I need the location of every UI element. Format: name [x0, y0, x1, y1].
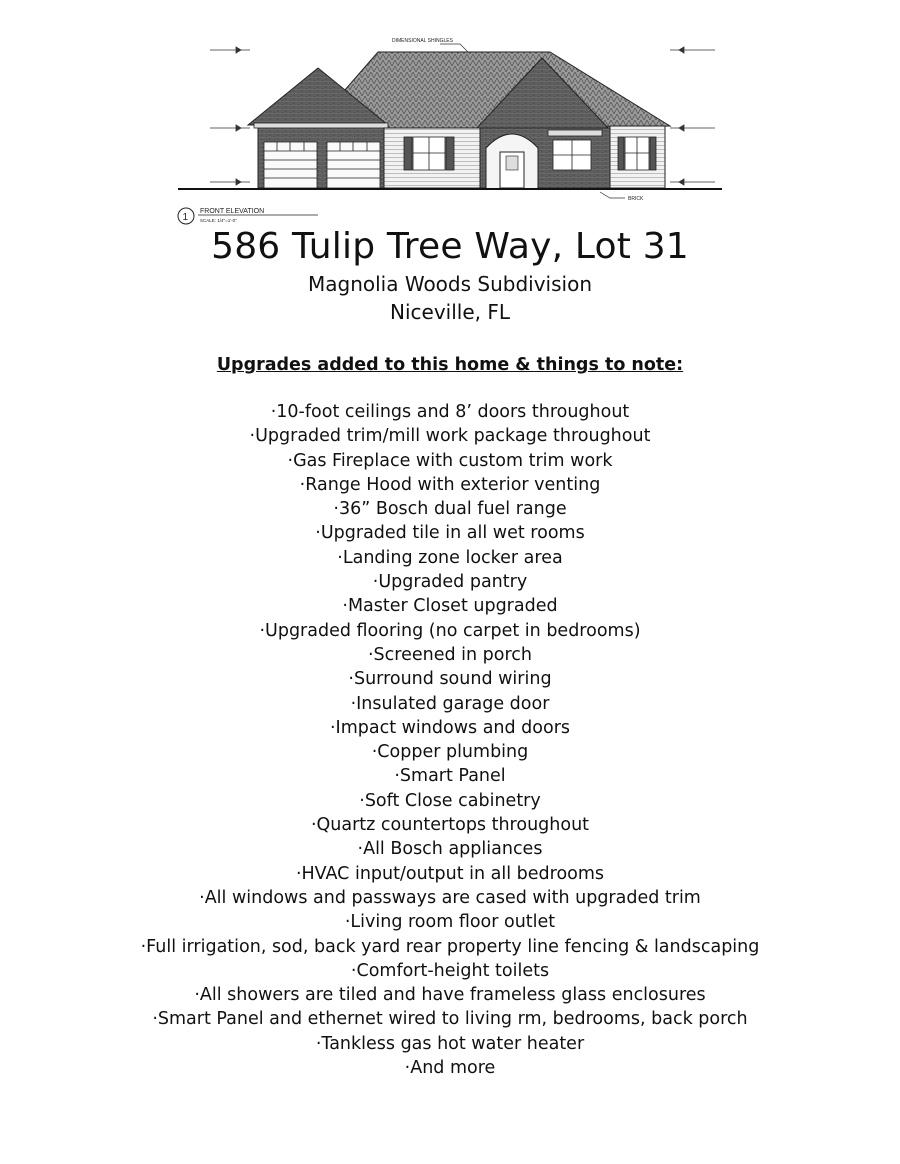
list-item: ·Insulated garage door: [350, 693, 550, 714]
list-item: ·Surround sound wiring: [348, 669, 552, 690]
list-item: ·Landing zone locker area: [337, 547, 563, 568]
list-item: ·36” Bosch dual fuel range: [333, 499, 567, 520]
list-item: ·Comfort-height toilets: [350, 960, 550, 981]
drawing-title: FRONT ELEVATION: [200, 208, 265, 215]
list-item: ·Upgraded flooring (no carpet in bedrooms): [259, 620, 641, 641]
subdivision-name: Magnolia Woods Subdivision: [308, 272, 592, 296]
title-block: [0, 224, 900, 326]
list-item: ·Tankless gas hot water heater: [315, 1033, 585, 1054]
brick-callout: BRICK: [628, 196, 644, 202]
list-item: ·All showers are tiled and have frameless glass enclosures: [194, 985, 706, 1006]
list-item: ·Smart Panel: [394, 766, 506, 787]
list-item: ·Screened in porch: [367, 644, 533, 665]
list-item: ·Upgraded trim/mill work package throughout: [249, 426, 651, 447]
list-item: ·Smart Panel and ethernet wired to living rm, bedrooms, back porch: [152, 1009, 748, 1030]
list-item: ·Master Closet upgraded: [342, 596, 558, 617]
list-item: ·Range Hood with exterior venting: [299, 474, 601, 495]
city-name: Niceville, FL: [390, 300, 510, 324]
list-item: ·All windows and passways are cased with upgraded trim: [199, 887, 701, 908]
list-item: ·10-foot ceilings and 8’ doors throughout: [270, 402, 630, 422]
upgrades-heading: Upgrades added to this home & things to note:: [216, 355, 684, 375]
list-item: ·Impact windows and doors: [329, 717, 571, 738]
list-item: ·Soft Close cabinetry: [359, 790, 541, 811]
upgrade-list: [0, 400, 900, 1080]
list-item: ·Copper plumbing: [371, 742, 529, 763]
list-item: ·HVAC input/output in all bedrooms: [295, 863, 605, 884]
drawing-scale: SCALE: 1/4"=1'-0": [200, 218, 237, 223]
list-item: ·And more: [404, 1058, 496, 1079]
list-item: ·Upgraded pantry: [372, 572, 528, 593]
list-item: ·Living room floor outlet: [344, 912, 556, 933]
list-item: ·Full irrigation, sod, back yard rear property line fencing & landscaping: [140, 936, 760, 957]
list-item: ·Gas Fireplace with custom trim work: [287, 450, 613, 471]
front-elevation-drawing: [170, 30, 730, 230]
list-item: ·Quartz countertops throughout: [310, 815, 590, 836]
address-title: 586 Tulip Tree Way, Lot 31: [211, 226, 689, 267]
list-item: ·Upgraded tile in all wet rooms: [315, 523, 585, 544]
drawing-number: 1: [182, 212, 189, 223]
list-item: ·All Bosch appliances: [357, 839, 543, 860]
shingles-callout: DIMENSIONAL SHINGLES: [392, 38, 453, 44]
